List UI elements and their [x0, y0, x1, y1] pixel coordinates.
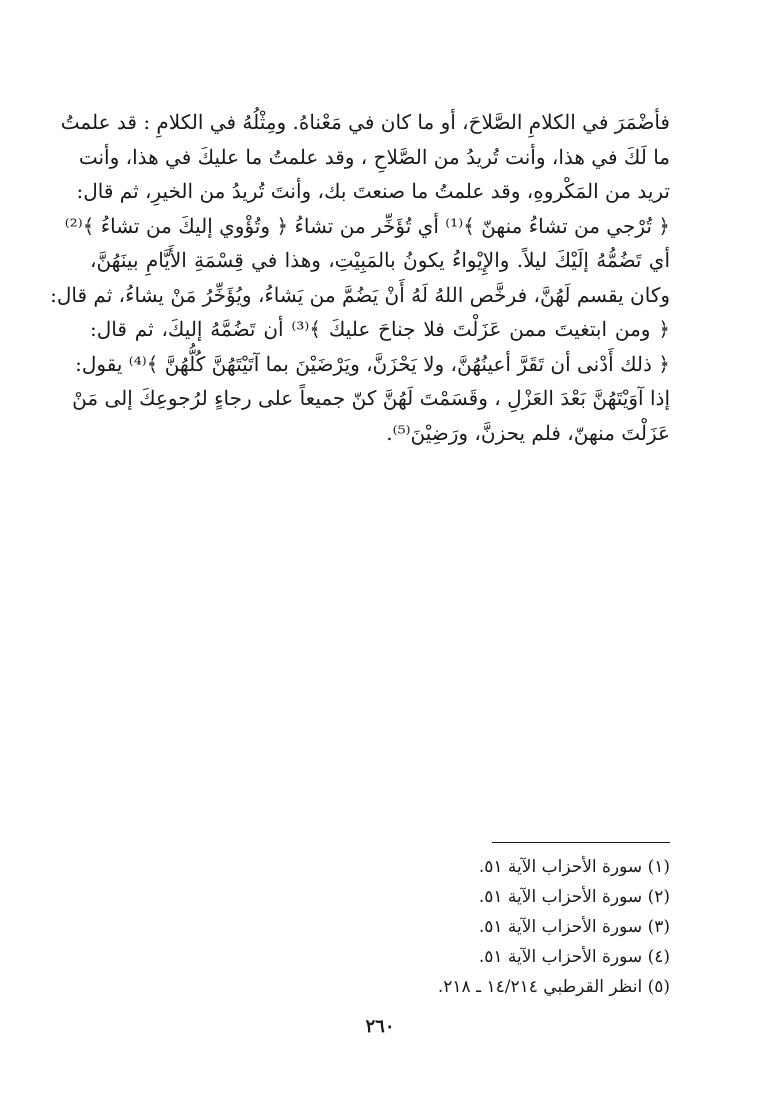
footnotes-block [90, 852, 670, 1002]
text-line: ﴿ ذلك أَدْنى أن تَقَرَّ أعينُهُنَّ، ولا يَحْزَنَّ، ويَرْضَيْنَ بما آتَيْتَهُنَّ كُلُّهُنَّ ﴾⁽⁴⁾ يقول: [75, 351, 670, 376]
main-text-block [50, 105, 671, 450]
text-line: أي تَضُمُّهُ إلَيْكَ ليلاً. والإِيْواءُ يكونُ بالمَبِيْتِ، وهذا في قِسْمَةِ الأَيَّامِ بينَهُنَّ، [90, 248, 670, 272]
footnote-separator [492, 842, 670, 843]
text-line: ﴿ ومن ابتغيتَ ممن عَزَلْتَ فلا جناحَ عليكَ ﴾⁽³⁾ أن تَضُمَّهُ إليكَ، ثم قال: [90, 317, 671, 341]
text-line: ما لَكَ في هذا، وأنت تُريدُ من الصَّلاحِ ، وقد علمتُ ما عليكَ في هذا، وأنت [78, 144, 670, 169]
text-line: عَزَلْتَ منهنّ، فلم يحزنَّ، ورَضِيْنَ⁽⁵⁾. [386, 420, 670, 445]
footnote: (٢) سورة الأحزاب الآية ٥١. [478, 887, 670, 907]
text-line: فأضْمَرَ في الكلامِ الصَّلاحَ، أو ما كان في مَعْناهُ. ومِثْلُهُ في الكلامِ : قد علمتُ [60, 110, 670, 134]
page-number: ٢٦٠ [365, 1016, 395, 1037]
footnote: (٤) سورة الأحزاب الآية ٥١. [478, 947, 670, 967]
footnote: (٣) سورة الأحزاب الآية ٥١. [478, 917, 670, 937]
footnote: (١) سورة الأحزاب الآية ٥١. [478, 857, 670, 877]
footnote: (٥) انظر القرطبي ١٤/٢١٤ ـ ٢١٨. [437, 977, 670, 997]
text-line: ﴿ تُرْجي من تشاءُ منهنّ ﴾⁽¹⁾ أي تُؤَخِّر من تشاءُ ﴿ وتُؤْوي إليكَ من تشاءُ ﴾⁽²⁾ [64, 213, 670, 238]
text-line: تريد من المَكْروهِ، وقد علمتُ ما صنعتَ بك، وأنتَ تُريدُ من الخيرِ، ثم قال: [76, 179, 670, 203]
text-line: وكان يقسم لَهُنَّ، فرخَّص اللهُ لَهُ أَنْ يَضُمَّ من يَشاءُ، ويُؤَخِّرُ مَنْ يشاءُ، ثم قال: [50, 282, 670, 307]
text-line: إذا آوَيْتَهُنَّ بَعْدَ العَزْلِ ، وقَسَمْتَ لَهُنَّ كنّ جميعاً على رجاءٍ لرُجوعِكَ إلى مَنْ [72, 386, 670, 410]
